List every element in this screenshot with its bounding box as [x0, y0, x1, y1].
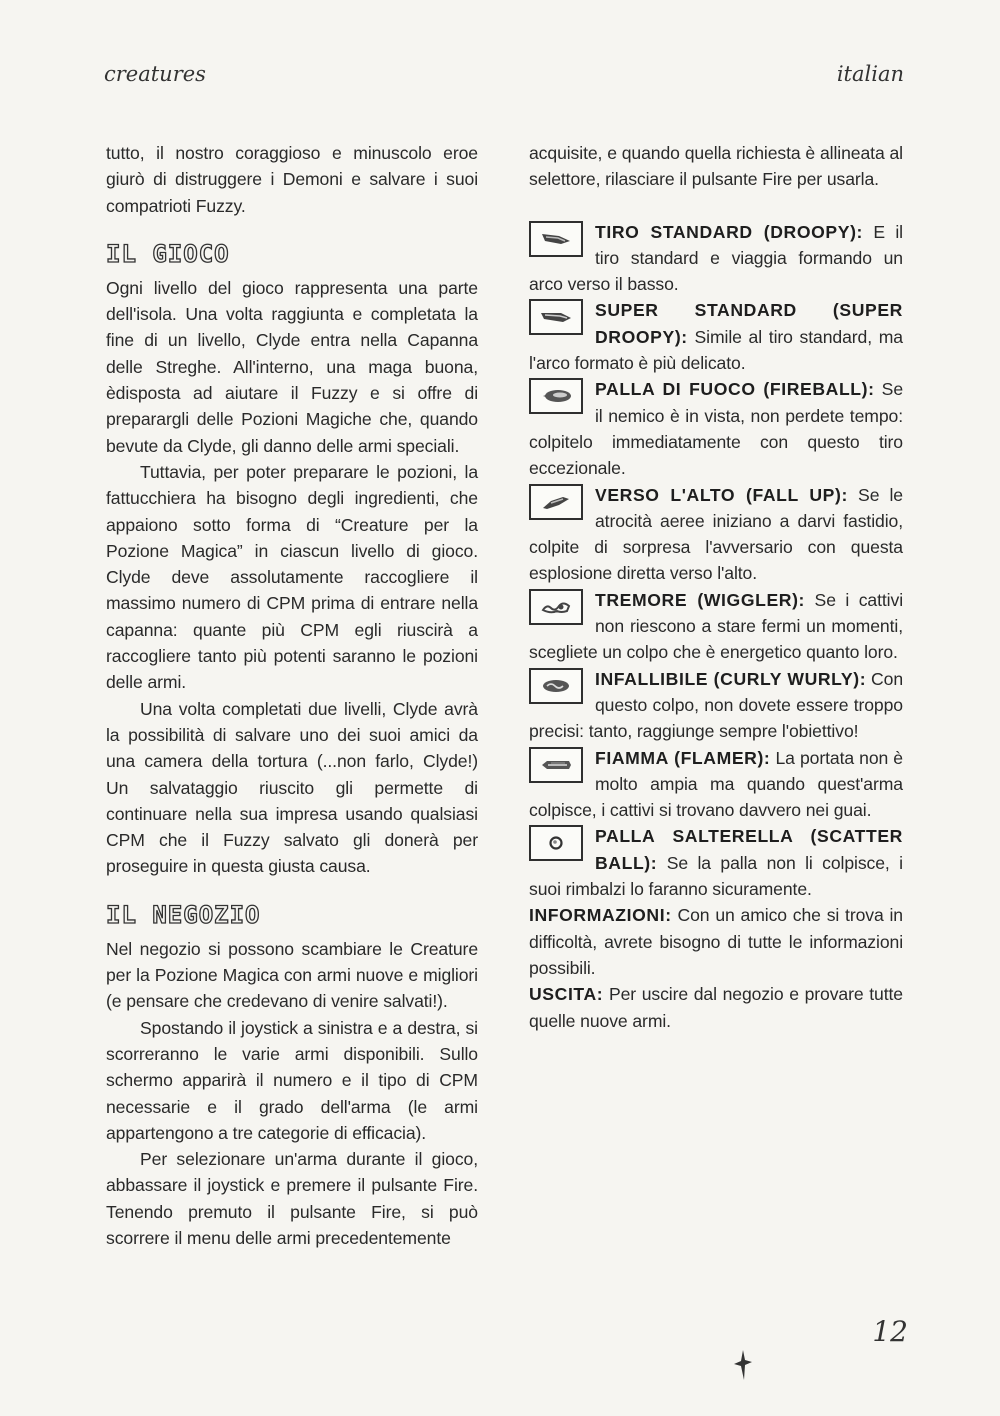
shop-continued-paragraph: acquisite, e quando quella richiesta è allineata al selettore, rilasciare il pulsante Fire per usarla.: [529, 143, 903, 190]
exit-description: Per uscire dal negozio e provare tutte quelle nuove armi.: [529, 984, 903, 1031]
section-title-negozio: IL NEGOZIO: [106, 900, 261, 929]
droopy-shot-icon: [529, 221, 583, 257]
exit-paragraph: [529, 981, 903, 1034]
header-language: italian: [836, 62, 904, 86]
section-title-gioco: IL GIOCO: [106, 239, 230, 268]
exit-label: USCITA:: [529, 984, 604, 1005]
info-label: INFORMAZIONI:: [529, 905, 672, 926]
weapon-super-droopy: [529, 297, 903, 376]
weapon-name: TIRO STANDARD (DROOPY):: [595, 221, 863, 242]
weapon-description: Simile al tiro standard, ma l'arco formato è più delicato.: [529, 326, 903, 374]
info-description: Con un amico che si trova in difficoltà, avrete bisogno di tutte le informazioni possibili.: [529, 905, 903, 978]
weapon-curly-wurly: [529, 666, 903, 745]
fireball-icon: [529, 378, 583, 414]
header-game-title: creatures: [104, 62, 206, 86]
negozio-paragraph-2: Spostando il joystick a sinistra e a destra, si scorreranno le varie armi disponibili. Sullo schermo apparirà il numero e il tipo di CPM necessarie e il grado dell'arma (le armi appartengono a tre categorie di efficacia).: [106, 1017, 478, 1143]
info-paragraph: [529, 902, 903, 981]
wiggler-icon: [529, 589, 583, 625]
weapon-description: La portata non è molto ampia ma quando quest'arma colpisce, i cattivi si trovano davvero nei guai.: [529, 747, 903, 821]
right-column: [529, 140, 903, 1034]
negozio-paragraph-1: Nel negozio si possono scambiare le Creature per la Pozione Magica con armi nuove e migliori (e pensare che credevano di venire salvati!).: [106, 938, 478, 1012]
weapon-name: TREMORE (WIGGLER):: [595, 589, 806, 610]
gioco-paragraph-3: Una volta completati due livelli, Clyde avrà la possibilità di salvare uno dei suoi amici da una camera della tortura (...non farlo, Clyde!) Un salvataggio riuscito gli permette di continuare nella sua impresa usando qualsiasi CPM che il Fuzzy salvato gli donerà per proseguire in questa giusta causa.: [106, 698, 478, 877]
flamer-icon: [529, 747, 583, 783]
scatter-ball-icon: [529, 825, 583, 861]
gioco-paragraph-2: Tuttavia, per poter preparare le pozioni, la fattucchiera ha bisogno degli ingredienti, che appaiono sotto forma di “Creature per la Pozione Magica” in ciascun livello di gioco. Clyde deve assolutamente raccogliere il massimo numero di CPM prima di entrare nella capanna: quante più CPM egli riuscirà a raccogliere tanto più potenti saranno le pozioni delle armi.: [106, 461, 478, 693]
weapon-droopy: [529, 219, 903, 298]
weapon-description: Se le atrocità aeree iniziano a darvi fastidio, colpite di sorpresa l'avversario con questa esplosione diretta verso l'alto.: [529, 484, 903, 584]
weapon-flamer: [529, 745, 903, 824]
weapon-name: SUPER STANDARD (SUPER DROOPY):: [595, 300, 903, 347]
left-column: [106, 140, 478, 1251]
curly-wurly-icon: [529, 668, 583, 704]
weapon-name: VERSO L'ALTO (FALL UP):: [595, 484, 848, 505]
gioco-paragraph-1: Ogni livello del gioco rappresenta una parte dell'isola. Una volta raggiunta e completata la fine di un livello, Clyde entra nella Capanna delle Streghe. All'interno, una maga buona, èdisposta ad aiutare il Fuzzy e si offre di preparargli delle Pozioni Magiche che, quando bevute da Clyde, gli danno delle armi speciali.: [106, 277, 478, 456]
super-droopy-shot-icon: [529, 299, 583, 335]
binding-mark-icon: [732, 1348, 754, 1387]
weapon-description: Con questo colpo, non dovete essere troppo precisi: tanto, raggiunge sempre l'obiettivo!: [529, 668, 903, 742]
weapon-fall-up: [529, 482, 903, 587]
weapon-wiggler: [529, 587, 903, 666]
negozio-paragraph-3: Per selezionare un'arma durante il gioco, abbassare il joystick e premere il pulsante Fire. Tenendo premuto il pulsante Fire, si può scorrere il menu delle armi precedentemente: [106, 1149, 478, 1248]
fall-up-icon: [529, 484, 583, 520]
weapon-scatter-ball: [529, 823, 903, 902]
weapon-name: PALLA DI FUOCO (FIREBALL):: [595, 379, 875, 400]
weapon-description: Se i cattivi non riescono a stare fermi un momenti, scegliete un colpo che è energetico quanto loro.: [529, 589, 903, 663]
weapon-name: INFALLIBILE (CURLY WURLY):: [595, 668, 867, 689]
weapon-fireball: [529, 376, 903, 481]
weapon-name: PALLA SALTERELLA (SCATTER BALL):: [595, 826, 903, 873]
page-number: 12: [872, 1315, 908, 1348]
weapon-description: Se il nemico è in vista, non perdete tempo: colpitelo immediatamente con questo tiro eccezionale.: [529, 379, 904, 479]
weapon-description: E il tiro standard e viaggia formando un arco verso il basso.: [529, 221, 903, 295]
weapon-description: Se la palla non li colpisce, i suoi rimbalzi lo faranno sicuramente.: [529, 852, 903, 900]
intro-paragraph: tutto, il nostro coraggioso e minuscolo eroe giurò di distruggere i Demoni e salvare i suoi compatrioti Fuzzy.: [106, 143, 478, 216]
weapon-name: FIAMMA (FLAMER):: [595, 747, 771, 768]
